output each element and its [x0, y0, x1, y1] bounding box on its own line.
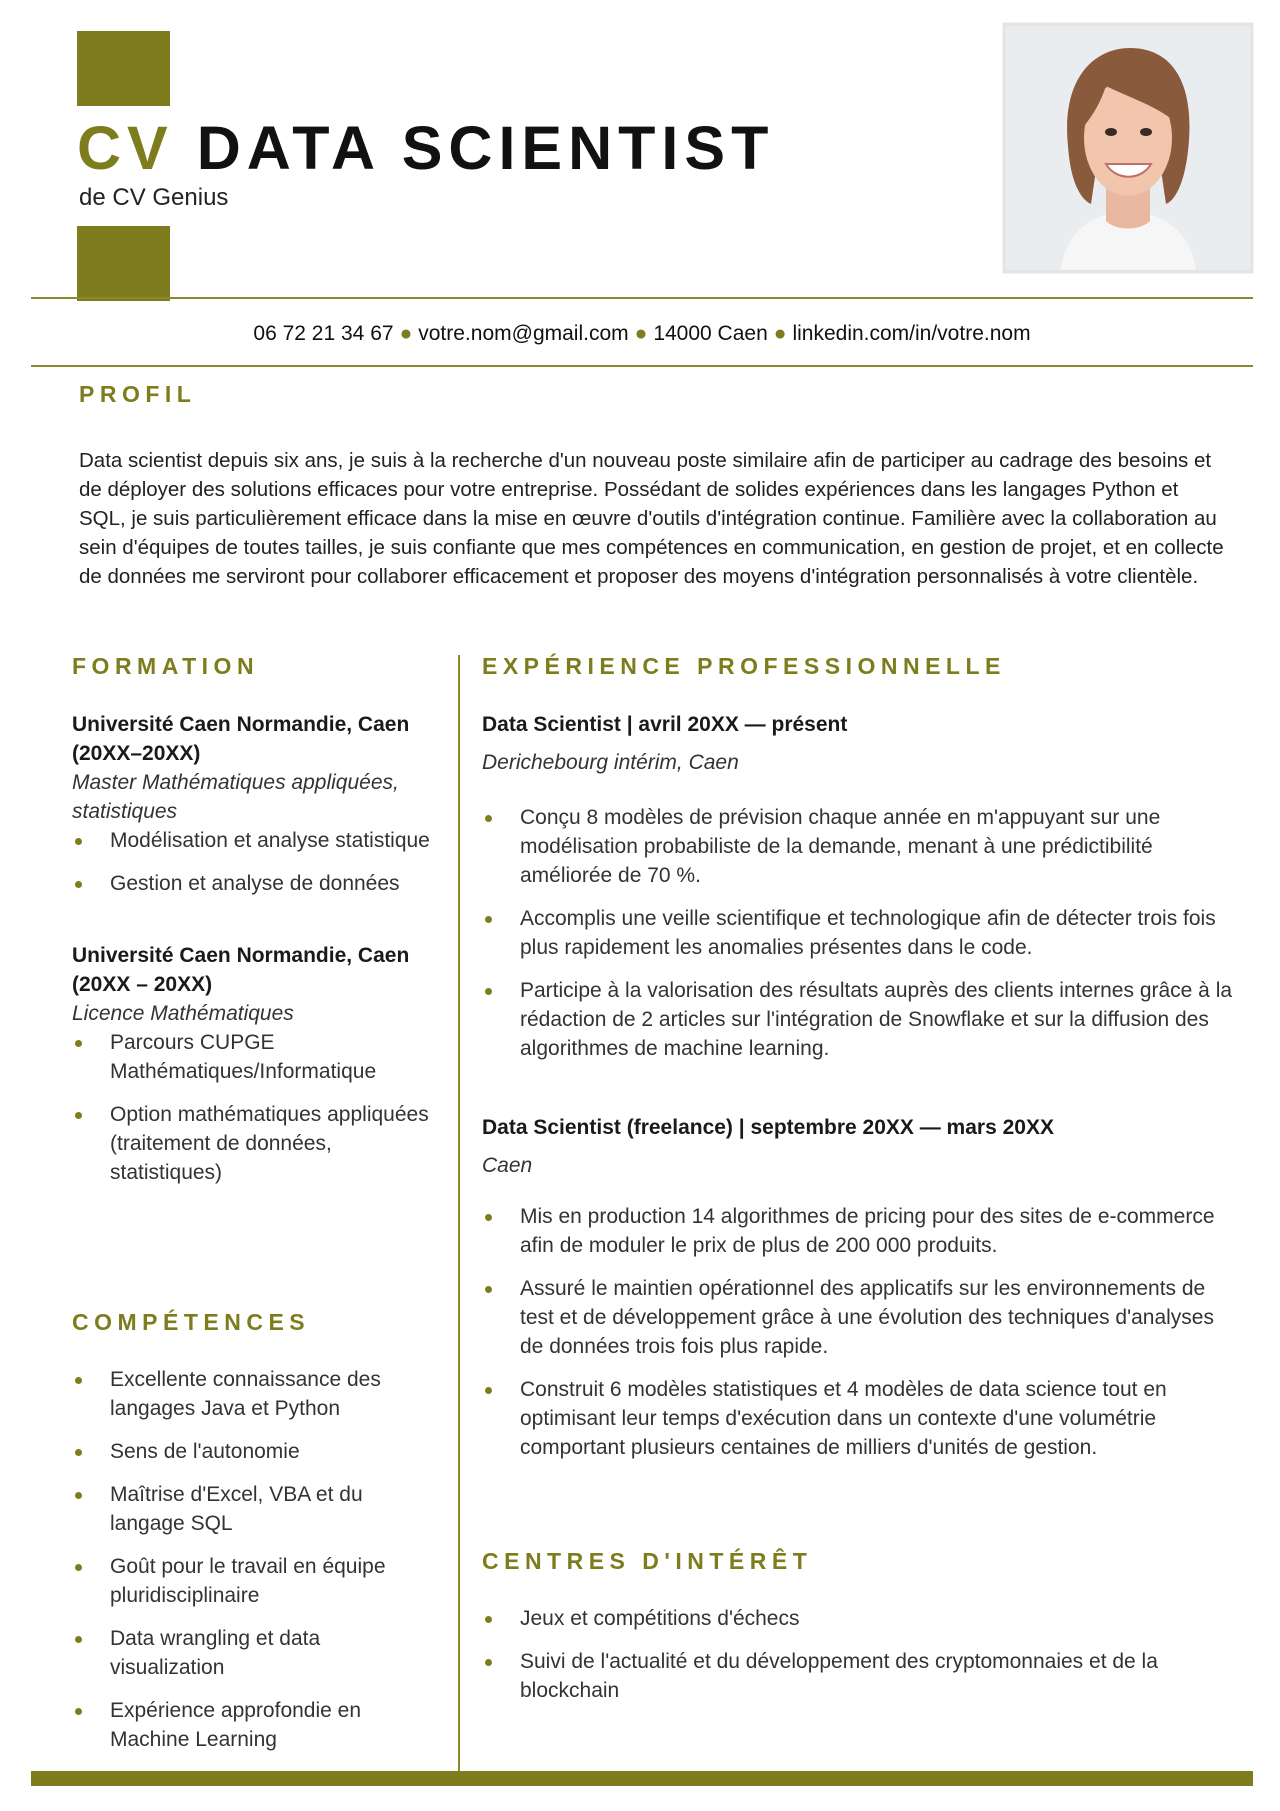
formation-degree: Licence Mathématiques: [72, 1002, 294, 1025]
formation-entry: [72, 710, 432, 898]
section-title-competences: COMPÉTENCES: [72, 1309, 311, 1335]
contact-city: 14000 Caen: [653, 322, 768, 345]
contact-email: votre.nom@gmail.com: [418, 322, 629, 345]
separator-dot: ●: [399, 322, 413, 345]
decorative-square-top: [77, 31, 170, 106]
interets-list: [482, 1604, 1237, 1705]
section-title-profil: PROFIL: [79, 381, 197, 407]
list-item: Accomplis une veille scientifique et technologique afin de détecter trois fois plus rapidement les anomalies présentes dans le code.: [482, 904, 1237, 962]
list-item: Maîtrise d'Excel, VBA et du langage SQL: [72, 1480, 432, 1538]
contact-linkedin: linkedin.com/in/votre.nom: [792, 322, 1031, 345]
job-entry: [482, 710, 1237, 1063]
list-item: Construit 6 modèles statistiques et 4 modèles de data science tout en optimisant leur temps d'exécution dans un contexte d'une volumétrie comportant plusieurs centaines de milliers d'unités de gestion.: [482, 1375, 1237, 1462]
formation-degree: Master Mathématiques appliquées, statistiques: [72, 771, 399, 823]
section-title-formation: FORMATION: [72, 653, 260, 679]
list-item: Goût pour le travail en équipe pluridisciplinaire: [72, 1552, 432, 1610]
formation-list: [72, 826, 432, 898]
job-list: [482, 1202, 1237, 1462]
title-main: DATA SCIENTIST: [196, 114, 775, 182]
list-item: Data wrangling et data visualization: [72, 1624, 432, 1682]
job-company: Caen: [482, 1154, 533, 1177]
formation-entry: [72, 941, 432, 1187]
list-item: Option mathématiques appliquées (traitement de données, statistiques): [72, 1100, 432, 1187]
left-column: [72, 710, 432, 1187]
separator-dot: ●: [634, 322, 648, 345]
job-entry: [482, 1113, 1237, 1462]
list-item: Participe à la valorisation des résultats auprès des clients internes grâce à la rédaction de 2 articles sur l'intégration de Snowflake et sur la diffusion des algorithmes de machine learning.: [482, 976, 1237, 1063]
column-divider: [458, 655, 460, 1772]
profile-photo: [1003, 23, 1253, 273]
decorative-square-bottom: [77, 226, 170, 301]
list-item: Mis en production 14 algorithmes de pricing pour des sites de e-commerce afin de moduler le prix de plus de 200 000 produits.: [482, 1202, 1237, 1260]
list-item: Expérience approfondie en Machine Learning: [72, 1696, 432, 1754]
contact-line: [31, 322, 1253, 346]
page-subtitle: de CV Genius: [79, 184, 229, 211]
separator-dot: ●: [773, 322, 787, 345]
section-title-interets: CENTRES D'INTÉRÊT: [482, 1548, 813, 1574]
job-head: Data Scientist (freelance) | septembre 20XX — mars 20XX: [482, 1116, 1054, 1139]
list-item: Conçu 8 modèles de prévision chaque année en m'appuyant sur une modélisation probabiliste de la demande, menant à une prédictibilité améliorée de 70 %.: [482, 803, 1237, 890]
contact-phone: 06 72 21 34 67: [253, 322, 394, 345]
footer-bar: [31, 1771, 1253, 1786]
list-item: Assuré le maintien opérationnel des applicatifs sur les environnements de test et de développement grâce à une évolution des techniques d'analyses de données trois fois plus rapide.: [482, 1274, 1237, 1361]
formation-school: Université Caen Normandie, Caen (20XX – 20XX): [72, 944, 410, 996]
list-item: Excellente connaissance des langages Java et Python: [72, 1365, 432, 1423]
list-item: Sens de l'autonomie: [72, 1437, 432, 1466]
formation-school: Université Caen Normandie, Caen (20XX–20XX): [72, 713, 410, 765]
job-head: Data Scientist | avril 20XX — présent: [482, 713, 848, 736]
list-item: Gestion et analyse de données: [72, 869, 432, 898]
right-column: [482, 710, 1237, 1462]
job-company: Derichebourg intérim, Caen: [482, 751, 739, 774]
formation-list: [72, 1028, 432, 1187]
portrait-illustration: [1006, 26, 1250, 270]
list-item: Parcours CUPGE Mathématiques/Informatique: [72, 1028, 432, 1086]
list-item: Modélisation et analyse statistique: [72, 826, 432, 855]
divider-contact: [31, 365, 1253, 367]
section-title-experience: EXPÉRIENCE PROFESSIONNELLE: [482, 653, 1006, 679]
profil-text: Data scientist depuis six ans, je suis à la recherche d'un nouveau poste similaire afin de participer au cadrage des besoins et de déployer des solutions efficaces pour votre entreprise. Possédant de solides expériences dans les langages Python et SQL, je suis particulièrement efficace dans la mise en œuvre d'outils d'intégration continue. Familière avec la collaboration au sein d'équipes de toutes tailles, je suis confiante que mes compétences en communication, en gestion de projet, et en collecte de données me serviront pour collaborer efficacement et proposer des moyens d'intégration personnalisés à votre clientèle.: [79, 449, 1224, 588]
title-accent: CV: [77, 114, 174, 182]
list-item: Suivi de l'actualité et du développement des cryptomonnaies et de la blockchain: [482, 1647, 1237, 1705]
job-list: [482, 803, 1237, 1063]
divider-top: [31, 297, 1253, 299]
page-title: [77, 114, 775, 182]
list-item: Jeux et compétitions d'échecs: [482, 1604, 1237, 1633]
competences-list: [72, 1365, 432, 1754]
